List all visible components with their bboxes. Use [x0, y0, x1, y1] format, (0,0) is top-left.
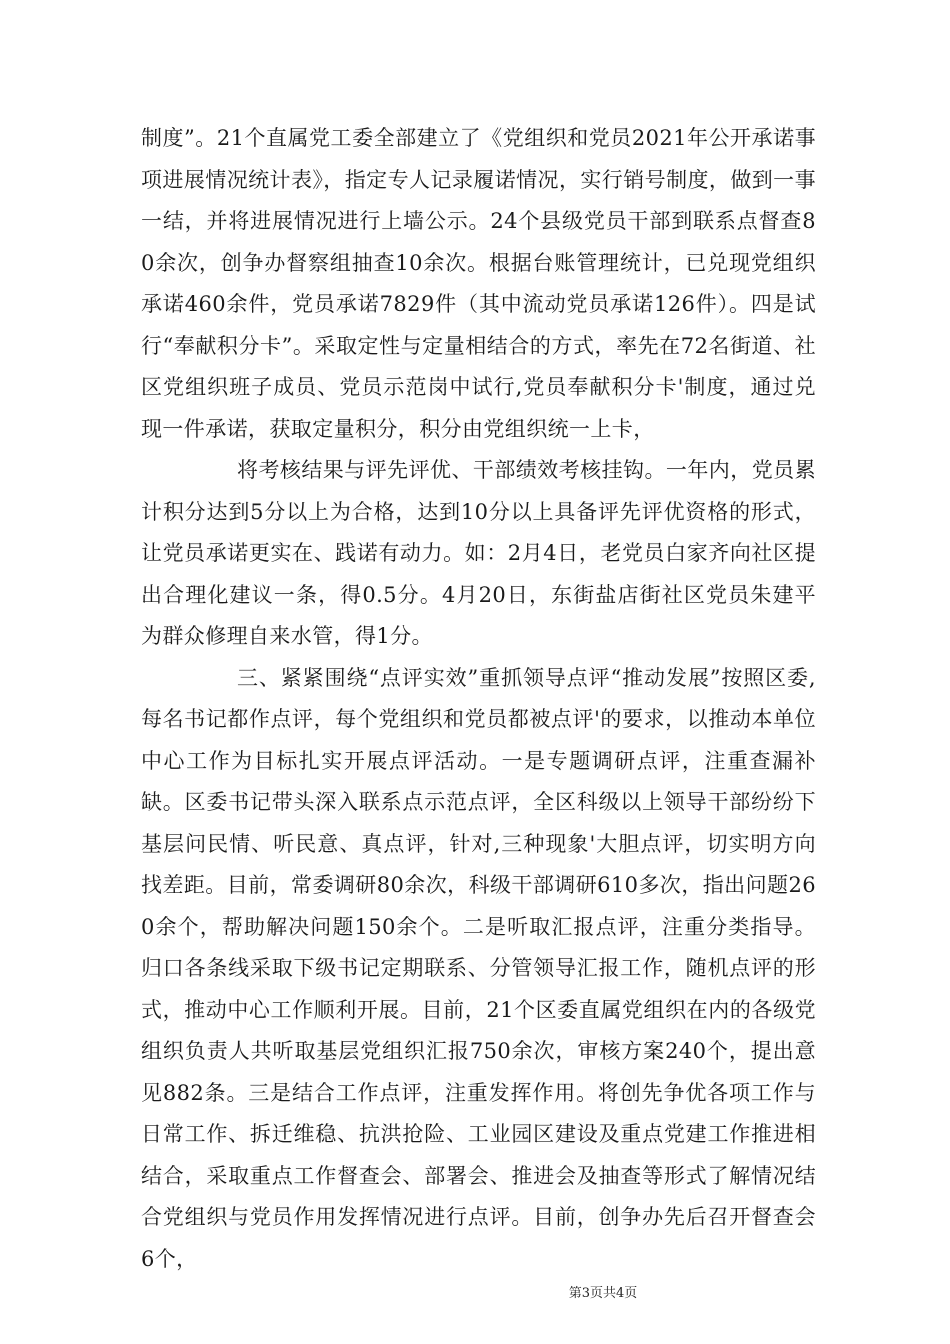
document-body: [141, 118, 816, 1280]
page-number: 第3页共4页: [568, 1286, 638, 1301]
page-footer: [0, 1286, 950, 1302]
body-paragraph-3: 三、紧紧围绕“点评实效”重抓领导点评“推动发展”按照区委,每名书记都作点评，每个党组织和党员都被点评'的要求，以推动本单位中心工作为目标扎实开展点评活动。一是专题调研点评，注重查漏补缺。区委书记带头深入联系点示范点评，全区科级以上领导干部纷纷下基层问民情、听民意、真点评，针对,三种现象'大胆点评，切实明方向找差距。目前，常委调研80余次，科级干部调研610多次，指出问题260余个，帮助解决问题150余个。二是听取汇报点评，注重分类指导。归口各条线采取下级书记定期联系、分管领导汇报工作，随机点评的形式，推动中心工作顺利开展。目前，21个区委直属党组织在内的各级党组织负责人共听取基层党组织汇报750余次，审核方案240个，提出意见882条。三是结合工作点评，注重发挥作用。将创先争优各项工作与日常工作、拆迁维稳、抗洪抢险、工业园区建设及重点党建工作推进相结合，采取重点工作督查会、部署会、推进会及抽查等形式了解情况结合党组织与党员作用发挥情况进行点评。目前，创争办先后召开督查会6个，: [141, 665, 816, 1271]
body-paragraph-1: 制度”。21个直属党工委全部建立了《党组织和党员2021年公开承诺事项进展情况统计表》，指定专人记录履诺情况，实行销号制度，做到一事一结，并将进展情况进行上墙公示。24个县级党员干部到联系点督查80余次，创争办督察组抽查10余次。根据台账管理统计，已兑现党组织承诺460余件，党员承诺7829件（其中流动党员承诺126件）。四是试行“奉献积分卡”。采取定性与定量相结合的方式，率先在72名街道、社区党组织班子成员、党员示范岗中试行,党员奉献积分卡'制度，通过兑现一件承诺，获取定量积分，积分由党组织统一上卡，: [141, 126, 816, 441]
body-paragraph-2: 将考核结果与评先评优、干部绩效考核挂钩。一年内，党员累计积分达到5分以上为合格，达到10分以上具备评先评优资格的形式，让党员承诺更实在、践诺有动力。如：2月4日，老党员白家齐向社区提出合理化建议一条，得0.5分。4月20日，东街盐店街社区党员朱建平为群众修理自来水管，得1分。: [141, 458, 816, 648]
